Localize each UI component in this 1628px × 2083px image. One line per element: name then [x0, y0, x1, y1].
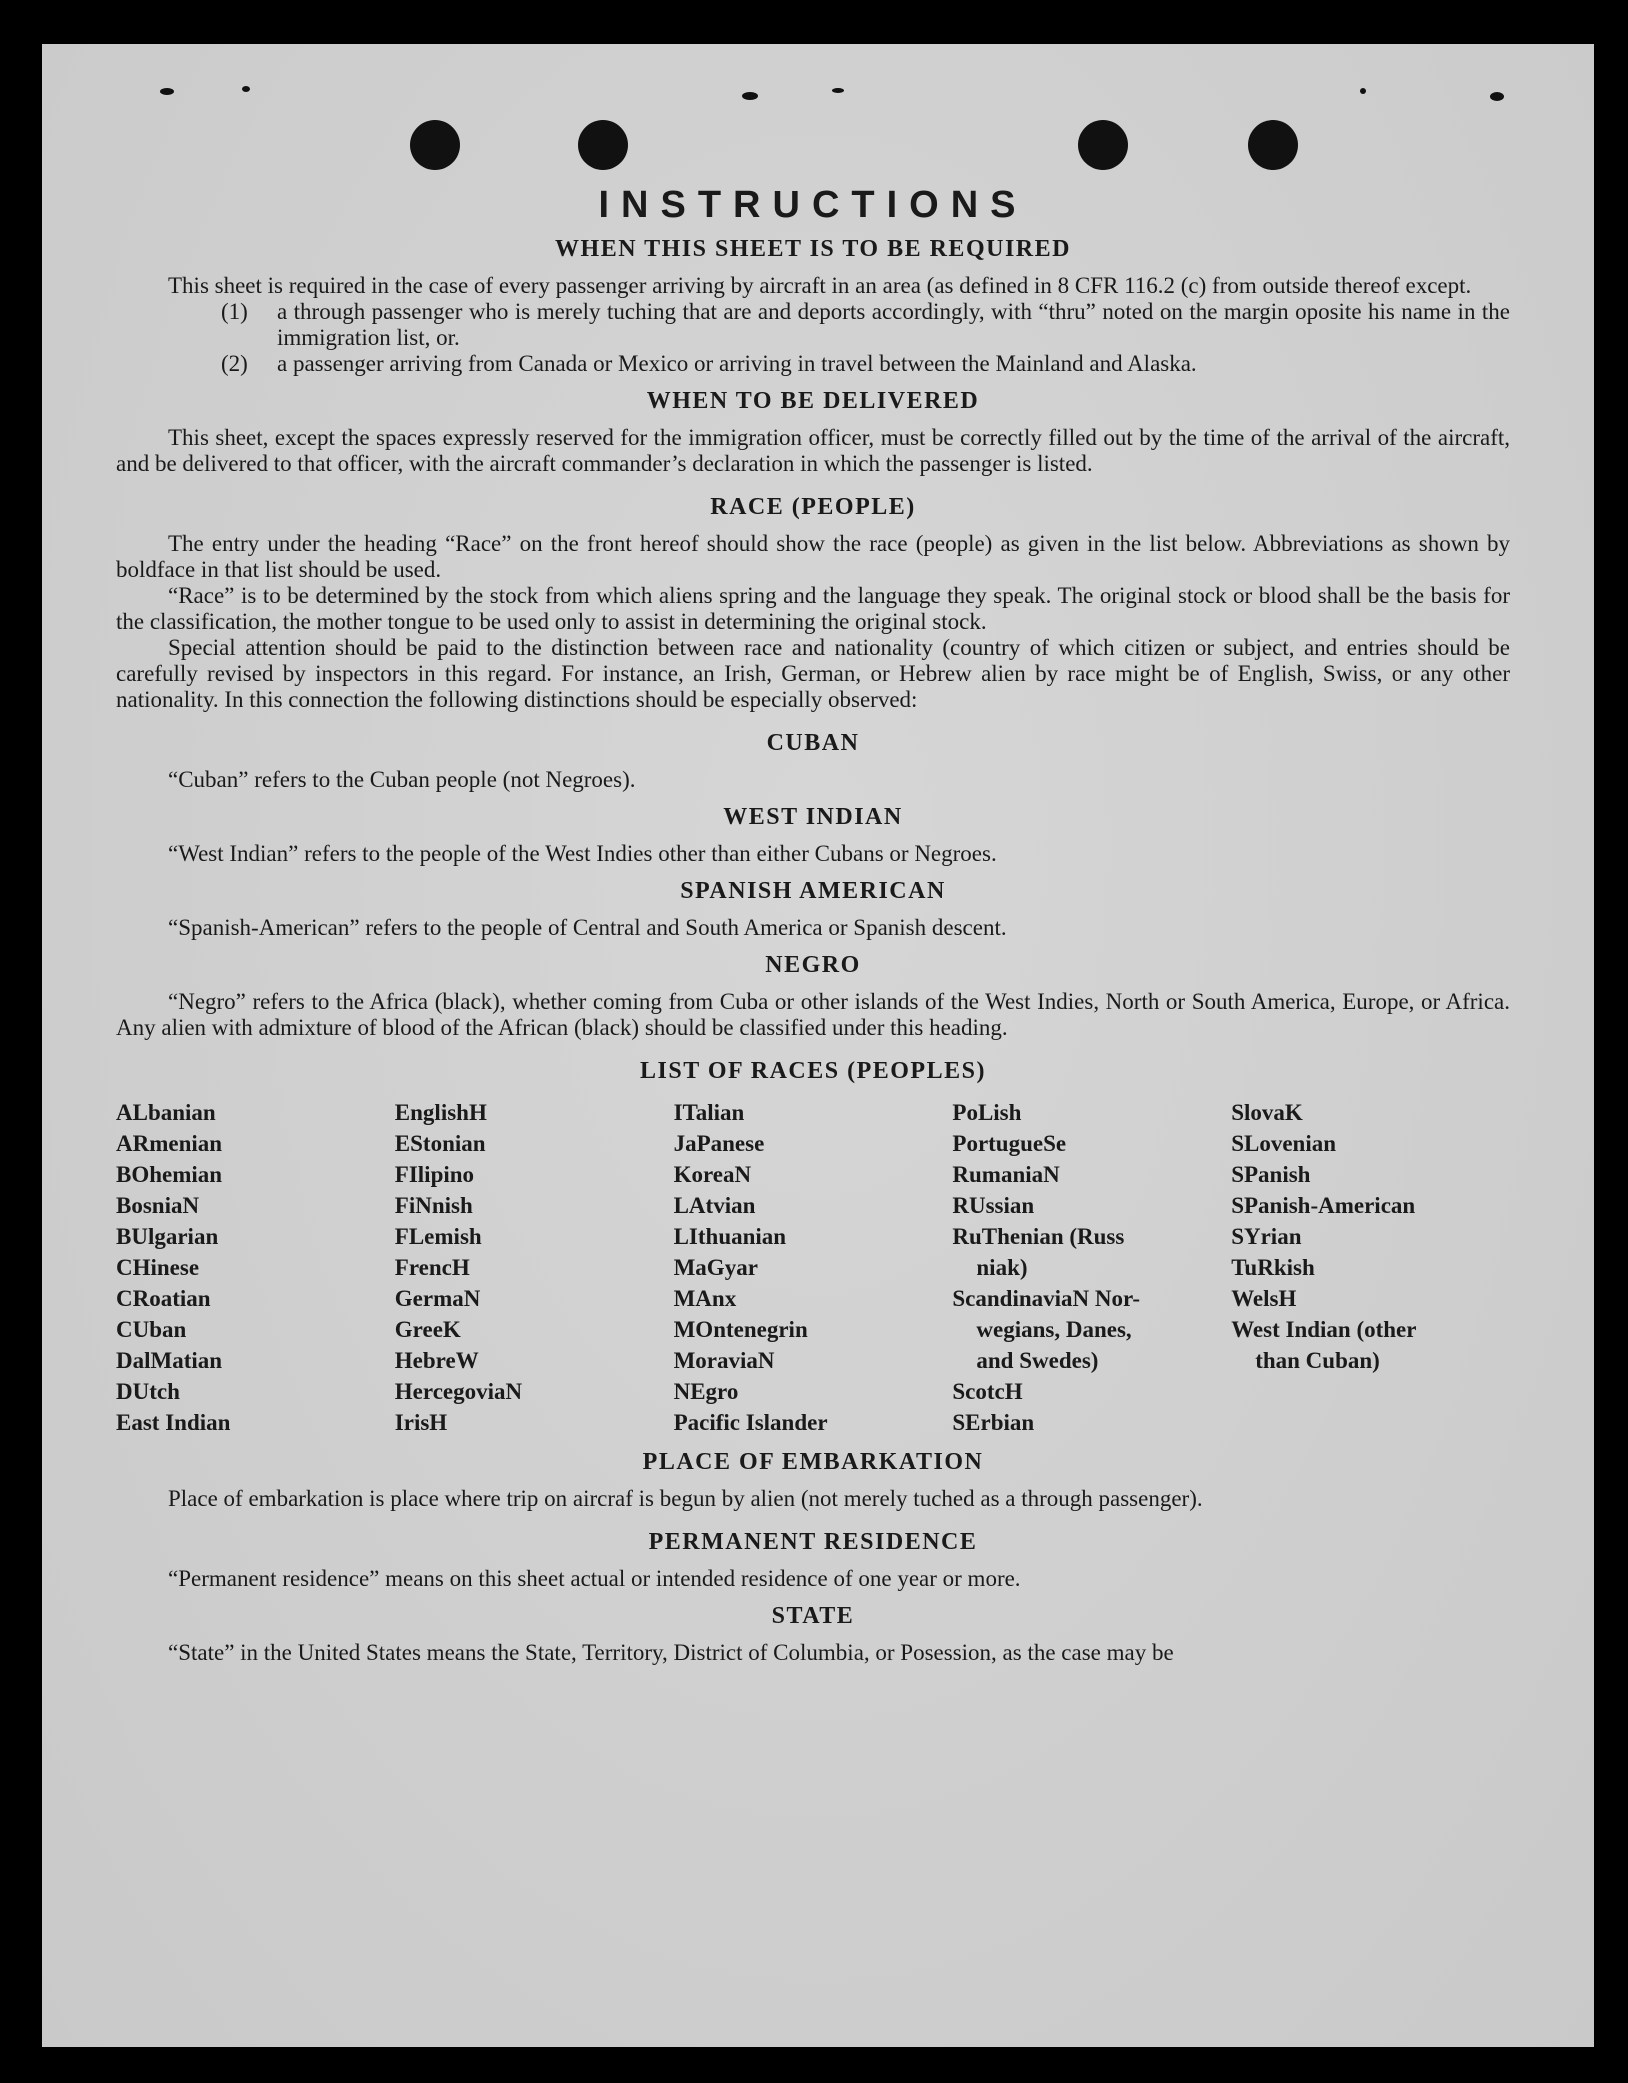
races-column	[116, 1097, 395, 1438]
race-entry: SYrian	[1231, 1224, 1302, 1249]
negro-text: “Negro” refers to the Africa (black), whether coming from Cuba or other islands of the West Indies, North or South America, Europe, or Africa. Any alien with admixture of blood of the African (black) should be classified under this heading.	[116, 989, 1510, 1040]
ink-speck	[160, 88, 174, 95]
section-heading-race: RACE (PEOPLE)	[710, 494, 916, 520]
ink-speck	[742, 92, 758, 100]
section-heading-spanish-american: SPANISH AMERICAN	[680, 878, 946, 904]
race-entry: East Indian	[116, 1410, 231, 1435]
punch-hole	[1078, 120, 1128, 170]
instructions-content	[116, 180, 1510, 1666]
race-entry-continued: niak)	[976, 1255, 1028, 1280]
race-entry: MOntenegrin	[673, 1317, 808, 1342]
race-entry: ScotcH	[952, 1379, 1023, 1404]
spanish-american-text: “Spanish-American” refers to the people of Central and South America or Spanish descent.	[168, 915, 1007, 940]
item-text: a through passenger who is merely tuching that are and deports accordingly, with “thru” noted on the margin oposite his name in the immigration list, or.	[277, 299, 1510, 350]
section-heading-cuban: CUBAN	[766, 730, 860, 756]
race-entry: LIthuanian	[673, 1224, 787, 1249]
race-entry: FrencH	[394, 1255, 470, 1280]
race-entry: DalMatian	[116, 1348, 223, 1373]
race-paragraph-2: “Race” is to be determined by the stock from which aliens spring and the language they speak. The original stock or blood shall be the basis for the classification, the mother tongue to be used only to assist in determining the original stock.	[116, 583, 1510, 634]
required-item	[116, 351, 1510, 377]
race-entry: FiNnish	[394, 1193, 473, 1218]
required-intro: This sheet is required in the case of every passenger arriving by aircraft in an area (as defined in 8 CFR 116.2 (c) from outside thereof except.	[168, 273, 1472, 298]
embarkation-text: Place of embarkation is place where trip on aircraf is begun by alien (not merely tuched as a through passenger).	[168, 1486, 1203, 1511]
race-entry: BUlgarian	[116, 1224, 219, 1249]
race-entry: TuRkish	[1231, 1255, 1315, 1280]
item-number: (1)	[221, 299, 248, 324]
ink-speck	[1490, 92, 1504, 101]
races-column	[952, 1097, 1231, 1438]
punch-hole	[410, 120, 460, 170]
race-entry: RUssian	[952, 1193, 1035, 1218]
race-entry: HercegoviaN	[394, 1379, 523, 1404]
race-entry: ARmenian	[116, 1131, 223, 1156]
race-entry: Pacific Islander	[673, 1410, 828, 1435]
race-entry: FIlipino	[394, 1162, 475, 1187]
race-entry: IrisH	[394, 1410, 448, 1435]
race-entry: JaPanese	[673, 1131, 765, 1156]
race-entry: FLemish	[394, 1224, 482, 1249]
races-column	[674, 1097, 953, 1438]
race-entry: BOhemian	[116, 1162, 223, 1187]
race-entry: RuThenian (Russ	[952, 1224, 1125, 1249]
race-entry: GreeK	[394, 1317, 461, 1342]
item-number: (2)	[221, 351, 248, 376]
race-entry: ALbanian	[116, 1100, 216, 1125]
ink-speck	[242, 86, 250, 92]
race-entry-continued: than Cuban)	[1255, 1348, 1380, 1373]
race-entry: ITalian	[673, 1100, 745, 1125]
section-heading-west-indian: WEST INDIAN	[723, 804, 903, 830]
ink-speck	[832, 88, 844, 93]
race-entry: SPanish-American	[1231, 1193, 1416, 1218]
race-entry: CHinese	[116, 1255, 200, 1280]
section-heading-residence: PERMANENT RESIDENCE	[648, 1529, 978, 1555]
required-item	[116, 299, 1510, 351]
race-paragraph-1: The entry under the heading “Race” on the front hereof should show the race (people) as given in the list below. Abbreviations as shown by boldface in that list should be used.	[116, 531, 1510, 582]
page-title: INSTRUCTIONS	[598, 184, 1028, 226]
race-entry: CRoatian	[116, 1286, 211, 1311]
race-entry: WelsH	[1231, 1286, 1297, 1311]
residence-text: “Permanent residence” means on this sheet actual or intended residence of one year or more.	[168, 1566, 1021, 1591]
race-entry: MAnx	[673, 1286, 737, 1311]
race-entry: West Indian (other	[1231, 1317, 1417, 1342]
ink-speck	[1360, 88, 1366, 94]
section-heading-state: STATE	[771, 1603, 855, 1629]
race-entry: EStonian	[394, 1131, 486, 1156]
race-entry: ScandinaviaN Nor-	[952, 1286, 1141, 1311]
race-entry: EnglishH	[394, 1100, 487, 1125]
race-entry: MaGyar	[673, 1255, 758, 1280]
race-entry: GermaN	[394, 1286, 481, 1311]
races-list	[116, 1097, 1510, 1438]
item-text: a passenger arriving from Canada or Mexico or arriving in travel between the Mainland and Alaska.	[277, 351, 1197, 376]
race-entry: RumaniaN	[952, 1162, 1060, 1187]
race-entry: HebreW	[394, 1348, 479, 1373]
race-entry: CUban	[116, 1317, 187, 1342]
section-heading-negro: NEGRO	[765, 952, 861, 978]
race-entry: PoLish	[952, 1100, 1022, 1125]
race-entry: LAtvian	[673, 1193, 756, 1218]
race-entry-continued: wegians, Danes,	[976, 1317, 1132, 1342]
west-indian-text: “West Indian” refers to the people of the West Indies other than either Cubans or Negroes.	[168, 841, 997, 866]
section-heading-delivered: WHEN TO BE DELIVERED	[646, 388, 980, 414]
race-entry: PortugueSe	[952, 1131, 1067, 1156]
section-heading-required: WHEN THIS SHEET IS TO BE REQUIRED	[555, 236, 1071, 262]
races-column	[395, 1097, 674, 1438]
race-entry: SlovaK	[1231, 1100, 1303, 1125]
race-entry: SLovenian	[1231, 1131, 1337, 1156]
race-entry: MoraviaN	[673, 1348, 775, 1373]
race-entry: BosniaN	[116, 1193, 200, 1218]
race-entry-continued: and Swedes)	[976, 1348, 1099, 1373]
race-paragraph-3: Special attention should be paid to the distinction between race and nationality (country of which citizen or subject, and entries should be carefully revised by inspectors in this regard. For instance, an Irish, German, or Hebrew alien by race might be of English, Swiss, or any other nationality. In this connection the following distinctions should be especially observed:	[116, 635, 1510, 712]
section-heading-embarkation: PLACE OF EMBARKATION	[642, 1449, 984, 1475]
punch-hole	[578, 120, 628, 170]
races-column	[1231, 1097, 1510, 1438]
race-entry: KoreaN	[673, 1162, 752, 1187]
race-entry: NEgro	[673, 1379, 739, 1404]
section-heading-races-list: LIST OF RACES (PEOPLES)	[640, 1058, 986, 1084]
delivered-text: This sheet, except the spaces expressly reserved for the immigration officer, must be correctly filled out by the time of the arrival of the aircraft, and be delivered to that officer, with the aircraft commander’s declaration in which the passenger is listed.	[116, 425, 1510, 476]
cuban-text: “Cuban” refers to the Cuban people (not Negroes).	[168, 767, 636, 792]
race-entry: SErbian	[952, 1410, 1035, 1435]
race-entry: DUtch	[116, 1379, 180, 1404]
race-entry: SPanish	[1231, 1162, 1311, 1187]
punch-hole	[1248, 120, 1298, 170]
state-text: “State” in the United States means the State, Territory, District of Columbia, or Posession, as the case may be	[168, 1640, 1174, 1665]
